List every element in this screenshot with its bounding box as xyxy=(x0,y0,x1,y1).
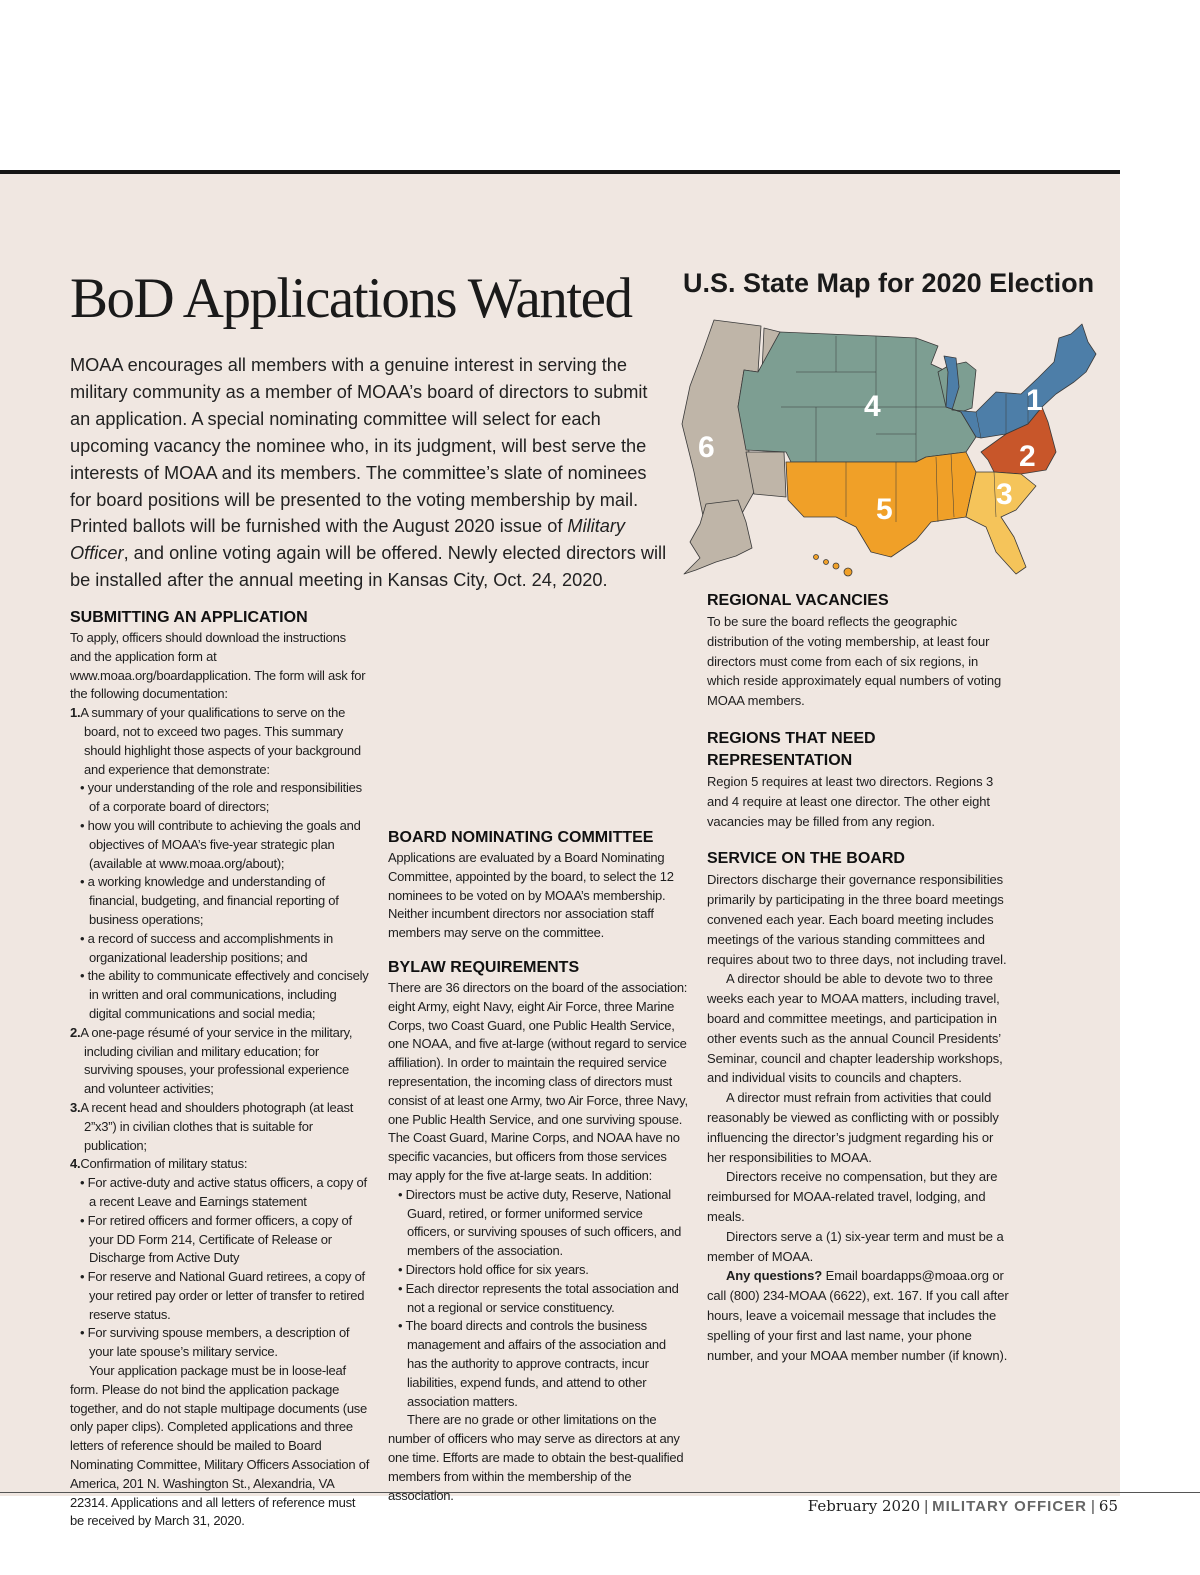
region-label-2: 2 xyxy=(1019,440,1036,473)
heading-regional: REGIONAL VACANCIES xyxy=(707,592,889,609)
heading-submitting: SUBMITTING AN APPLICATION xyxy=(70,609,308,626)
us-region-map xyxy=(676,312,1106,582)
nominating-text: Applications are evaluated by a Board Nominating Committee, appointed by the board, to select the 12 nominees to be voted on by MOAA’s membership. Neither incumbent directors nor association staff members may serve on the committee. xyxy=(388,850,674,941)
regional-text: To be sure the board reflects the geographic distribution of the voting membership, at least four directors must come from each of six regions, in which reside approximately equal numbers of voting MOAA members. xyxy=(707,614,1002,709)
service-paragraph: A director must refrain from activities that could reasonably be viewed as conflicting with or possibly influencing the director’s judgment regarding his or her responsibilities to MOAA. xyxy=(707,1090,999,1165)
heading-service: SERVICE ON THE BOARD xyxy=(707,850,905,868)
regions-need-text: Region 5 requires at least two directors. Regions 3 and 4 require at least one director. The other eight vacancies may be filled from any region. xyxy=(707,773,994,829)
documentation-list xyxy=(70,704,370,1362)
list-item: 4.Confirmation of military status: xyxy=(70,1156,248,1172)
hawaii-island xyxy=(814,555,819,560)
list-item: • a working knowledge and understanding of financial, budgeting, and financial reporting of business operations; xyxy=(80,874,339,927)
region-label-5: 5 xyxy=(876,493,893,526)
list-item: • your understanding of the role and responsibilities of a corporate board of directors; xyxy=(80,780,362,815)
heading-nominating: BOARD NOMINATING COMMITTEE xyxy=(388,829,654,846)
hawaii-island xyxy=(824,560,829,565)
footer-separator: | xyxy=(1091,1498,1095,1515)
footer-date: February 2020 xyxy=(807,1497,921,1515)
column-2 xyxy=(388,607,688,1505)
list-item: • Directors must be active duty, Reserve, National Guard, retired, or former uniformed service officers, or surviving spouses of such officers, and members of the association. xyxy=(398,1186,682,1259)
intro-text: MOAA encourages all members with a genuine interest in serving the military community as a member of MOAA’s board of directors to submit an application. A special nominating committee will select for each upcoming vacancy the nominee who, in its judgment, will best serve the interests of MOAA and its members. The committee’s slate of nominees for board positions will be presented to the voting membership by mail. Printed ballots will be furnished with the August 2020 issue of xyxy=(70,355,648,537)
list-item: • a record of success and accomplishments in organizational leadership positions; and xyxy=(80,930,333,965)
map-title: U.S. State Map for 2020 Election xyxy=(683,268,1095,298)
page-title: BoD Applications Wanted xyxy=(70,267,632,330)
list-item: • For retired officers and former officers, a copy of your DD Form 214, Certificate of Release or Discharge from Active Duty xyxy=(80,1212,352,1266)
column-2-continuation-space xyxy=(388,607,688,813)
region-label-4: 4 xyxy=(864,390,881,423)
service-paragraph: Directors discharge their governance responsibilities primarily by participating in the three board meetings convened each year. Each board meeting includes meetings of the various standing committees and requires about two to three days, not including travel. xyxy=(707,872,1007,967)
intro-paragraph xyxy=(70,352,670,594)
questions-paragraph xyxy=(707,1266,1012,1365)
footer-magazine: MILITARY OFFICER xyxy=(932,1498,1087,1515)
column-3 xyxy=(707,590,1012,1365)
list-item: • Directors hold office for six years. xyxy=(398,1261,589,1277)
list-item: 2.A one-page résumé of your service in the military, including civilian and military education; for surviving spouses, your professional experience and volunteer activities; xyxy=(70,1024,353,1097)
footer-separator: | xyxy=(924,1498,929,1515)
service-paragraph: A director should be able to devote two to three weeks each year to MOAA matters, including travel, board and committee meetings, and participation in other events such as the annual Council Presidents’ Seminar, council and chapter leadership workshops, and individual visits to councils and chapters. xyxy=(707,971,1003,1086)
bylaw-closing: There are no grade or other limitations on the number of officers who may serve as directors at any one time. Efforts are made to obtain the best-qualified members from within the membership of the association. xyxy=(388,1412,684,1503)
region-label-1: 1 xyxy=(1026,384,1043,417)
column-1 xyxy=(70,607,370,1531)
hawaii-island xyxy=(844,568,852,576)
list-item: 1.A summary of your qualifications to serve on the board, not to exceed two pages. This summary should highlight those aspects of your background and experience that demonstrate: xyxy=(70,705,361,777)
service-paragraph: Directors receive no compensation, but they are reimbursed for MOAA-related travel, lodging, and meals. xyxy=(707,1169,998,1224)
list-item: • the ability to communicate effectively and concisely in written and oral communications, including digital communications and social media; xyxy=(80,968,369,1021)
alaska-shape xyxy=(684,500,752,574)
list-item: • Each director represents the total association and not a regional or service constituency. xyxy=(398,1280,679,1315)
submitting-intro: To apply, officers should download the instructions and the application form at www.moaa.org/boardapplication. The form will ask for the following documentation: xyxy=(70,630,366,702)
submitting-closing: Your application package must be in loose-leaf form. Please do not bind the application package together, and do not staple multipage documents (use only paper clips). Completed applications and three letters of reference should be mailed to Board Nominating Committee, Military Officers Association of America, 201 N. Washington St., Alexandria, VA 22314. Applications and all letters of reference must be received by March 31, 2020. xyxy=(70,1363,370,1529)
intro-magazine-name: Military Officer xyxy=(70,516,626,564)
list-item: • For active-duty and active status officers, a copy of a recent Leave and Earnings statement xyxy=(80,1175,367,1209)
region-label-3: 3 xyxy=(996,478,1013,511)
hawaii-island xyxy=(833,563,839,569)
heading-bylaw: BYLAW REQUIREMENTS xyxy=(388,958,580,976)
list-item: • For reserve and National Guard retirees, a copy of your retired pay order or letter of transfer to retired reserve status. xyxy=(80,1269,365,1322)
bylaw-list xyxy=(388,1186,688,1412)
list-item: • The board directs and controls the business management and affairs of the association and has the authority to approve contracts, incur liabilities, expend funds, and attend to other association matters. xyxy=(398,1318,666,1409)
list-item: • For surviving spouse members, a description of your late spouse’s military service. xyxy=(80,1325,350,1360)
questions-text: Email boardapps@moaa.org or call (800) 234-MOAA (6622), ext. 167. If you call after hours, leave a voicemail message that includes the spelling of your first and last name, your phone number, and your MOAA member number (if known). xyxy=(707,1268,1009,1363)
region-label-6: 6 xyxy=(698,431,715,464)
questions-lead: Any questions? xyxy=(726,1268,823,1284)
intro-text-end: , and online voting again will be offered. Newly elected directors will be installed after the annual meeting in Kansas City, Oct. 24, 2020. xyxy=(70,543,667,591)
heading-regions-need: REGIONS THAT NEED REPRESENTATION xyxy=(707,729,876,769)
region-4-shape xyxy=(738,332,976,462)
service-paragraph: Directors serve a (1) six-year term and must be a member of MOAA. xyxy=(707,1228,1004,1264)
list-item: • how you will contribute to achieving the goals and objectives of MOAA’s five-year strategic plan (available at www.moaa.org/about); xyxy=(80,817,361,871)
page-footer xyxy=(808,1497,1118,1515)
page-number: 65 xyxy=(1098,1497,1118,1515)
list-item: 3.A recent head and shoulders photograph (at least 2”x3”) in civilian clothes that is suitable for publication; xyxy=(70,1099,354,1153)
bylaw-text: There are 36 directors on the board of the association: eight Army, eight Navy, eight Air Force, three Marine Corps, two Coast Guard, one Public Health Service, one NOAA, and five at-large (without regard to service affiliation). In order to maintain the required service representation, the incoming class of directors must consist of at least one Army, two Air Force, three Navy, one Public Health Service, and one surviving spouse. The Coast Guard, Marine Corps, and NOAA have no specific vacancies, but officers from those services may apply for the five at-large seats. In addition: xyxy=(388,979,688,1183)
